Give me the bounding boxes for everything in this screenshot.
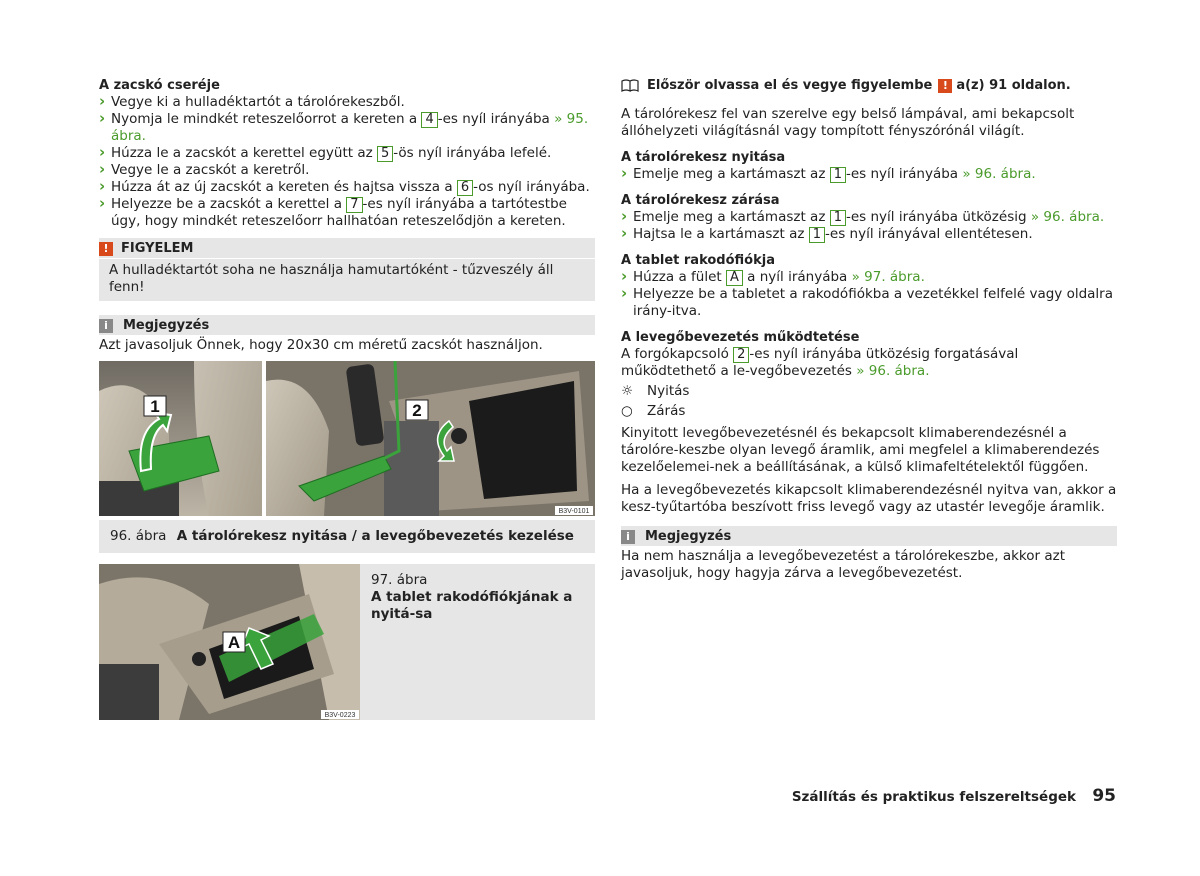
- close-symbol-row: [621, 403, 1117, 420]
- fig96-console: [99, 481, 179, 516]
- first-read-post: a(z) 91 oldalon.: [956, 78, 1071, 93]
- fig96-console-right: [384, 421, 439, 516]
- circle-icon: ○: [621, 403, 633, 419]
- right-note-title: Megjegyzés: [645, 529, 732, 544]
- warning-icon: !: [99, 242, 113, 256]
- bag-step-text: Húzza le a zacskót a kerettel együtt az: [111, 145, 377, 161]
- note-title: Megjegyzés: [123, 318, 210, 333]
- left-column: [99, 77, 595, 394]
- warning-text: A hulladéktartót soha ne használja hamutartóként - tűzveszély áll fenn!: [109, 262, 554, 295]
- bag-step: [99, 145, 595, 162]
- fig96-code: B3V-0101: [558, 508, 590, 515]
- right-note-header: [621, 526, 1117, 546]
- open-step-box: 1: [830, 167, 846, 183]
- bag-step-ref[interactable]: » 95. ábra.: [111, 111, 589, 144]
- close1-pre: Emelje meg a kartámaszt az: [633, 209, 830, 225]
- bag-step: [99, 162, 595, 179]
- close-step-2: [621, 226, 1117, 243]
- info-icon: i: [621, 530, 635, 544]
- bag-step-box: 6: [457, 180, 473, 196]
- warning-box: [99, 238, 595, 301]
- tablet1-box: A: [726, 270, 743, 286]
- figure-97-title: A tablet rakodófiókjának a nyitá-sa: [371, 589, 573, 622]
- note-header: [99, 315, 595, 335]
- first-read-pre: Először olvassa el és vegye figyelembe: [647, 78, 933, 93]
- bag-step: [99, 94, 595, 111]
- bag-step-box: 7: [346, 197, 362, 213]
- close-step-1: [621, 209, 1117, 226]
- fig96-air-knob: [451, 428, 467, 444]
- warning-icon-inline: !: [938, 79, 952, 93]
- bag-step-text: Húzza át az új zacskót a kereten és hajtsa vissza a: [111, 179, 457, 195]
- close1-post: -es nyíl irányába ütközésig: [846, 209, 1031, 225]
- warning-title: FIGYELEM: [121, 241, 194, 256]
- chapter-title: Szállítás és praktikus felszereltségek: [791, 789, 1076, 805]
- air-text: [621, 346, 1117, 380]
- bag-step-text: Nyomja le mindkét reteszelőorrot a kereten a: [111, 111, 422, 127]
- close-heading: A tárolórekesz zárása: [621, 193, 780, 208]
- fig97-code: B3V-0223: [324, 712, 356, 719]
- tablet1-ref[interactable]: » 97. ábra.: [851, 269, 925, 285]
- open-step-post: -es nyíl irányába: [846, 166, 963, 182]
- close1-ref[interactable]: » 96. ábra.: [1030, 209, 1105, 225]
- air-paragraph-2: Ha a levegőbevezetés kikapcsolt klimaberendezésnél nyitva van, akkor a kesz-tyűtartóba beszívott friss levegő vagy az utastér levegője áramlik.: [621, 482, 1117, 515]
- air-paragraph-1: Kinyitott levegőbevezetésnél és bekapcsolt klimaberendezésnél a tárolóre-keszbe olyan levegő áramlik, ami megfelel a klimaberendezés kezelőelemei-nek a beállításának, a külső klimafeltételektől függően.: [621, 425, 1100, 475]
- bag-step-text-post: -os nyíl irányába.: [473, 179, 590, 195]
- bag-step: [99, 179, 595, 196]
- open-step: [621, 166, 1117, 183]
- bag-step: [99, 111, 595, 145]
- air-heading: A levegőbevezetés működtetése: [621, 330, 860, 345]
- bag-step-box: 5: [377, 146, 393, 162]
- right-note-box: [621, 526, 1117, 582]
- open-symbol-label: Nyitás: [647, 383, 690, 399]
- fig96-storage-interior: [469, 381, 577, 499]
- figure-97: [99, 564, 595, 720]
- bag-step: [99, 196, 595, 230]
- bag-step-text-post: -ös nyíl irányába lefelé.: [393, 145, 552, 161]
- tablet-step-1: [621, 269, 1117, 286]
- figure-96: [99, 361, 595, 549]
- page-number: 95: [1092, 786, 1116, 806]
- tablet1-post: a nyíl irányába: [742, 269, 852, 285]
- figure-97-caption: [360, 564, 595, 720]
- bag-step-text-post: -es nyíl irányába a tartótestbe úgy, hogy mindkét reteszelőorr hallhatóan reteszelődjön a kereten.: [111, 196, 567, 229]
- fig96-divider: [262, 361, 266, 516]
- info-icon: i: [99, 319, 113, 333]
- figure-97-image: [99, 564, 360, 720]
- tablet-heading: A tablet rakodófiókja: [621, 253, 775, 268]
- open-step-pre: Emelje meg a kartámaszt az: [633, 166, 830, 182]
- bag-heading: A zacskó cseréje: [99, 78, 220, 93]
- figure-96-caption: [99, 520, 595, 553]
- close2-box: 1: [809, 227, 825, 243]
- close1-box: 1: [830, 210, 846, 226]
- bag-step-text: Vegye ki a hulladéktartót a tárolórekeszből.: [111, 94, 405, 110]
- fig96-badge-1: 1: [150, 397, 160, 416]
- close2-post: -es nyíl irányával ellentétesen.: [825, 226, 1033, 242]
- bag-step-text: Vegye le a zacskót a keretről.: [111, 162, 310, 178]
- bag-step-box: 4: [421, 112, 437, 128]
- open-heading: A tárolórekesz nyitása: [621, 150, 786, 165]
- figure-96-title: A tárolórekesz nyitása / a levegőbevezetés kezelése: [176, 528, 574, 544]
- sun-icon: ☼: [621, 383, 634, 399]
- air-ref[interactable]: » 96. ábra.: [856, 363, 930, 379]
- air-post: -es nyíl irányába ütközésig forgatásával működtethető a le-vegőbevezetés: [621, 346, 1019, 379]
- figure-96-image: [99, 361, 595, 516]
- right-column: [621, 77, 1117, 582]
- figure-96-number: 96. ábra: [110, 528, 167, 544]
- fig97-badge: A: [227, 633, 241, 652]
- tablet-step-2: › Helyezze be a tabletet a rakodófiókba a vezetékkel felfelé vagy oldalra irány-itva.: [621, 286, 1123, 320]
- close2-pre: Hajtsa le a kartámaszt az: [633, 226, 809, 242]
- first-read-line: [621, 77, 1117, 94]
- air-pre: A forgókapcsoló: [621, 346, 734, 362]
- fig97-air-knob: [192, 652, 206, 666]
- air-box: 2: [733, 347, 749, 363]
- tablet1-pre: Húzza a fület: [633, 269, 726, 285]
- bag-step-text-post: -es nyíl irányába: [437, 111, 555, 127]
- fig97-console: [99, 664, 159, 720]
- figure-97-number: 97. ábra: [371, 572, 428, 588]
- open-symbol-row: [621, 383, 1117, 400]
- right-note-text: Ha nem használja a levegőbevezetést a tárolórekeszbe, akkor azt javasoljuk, hogy hagyja zárva a levegőbevezetést.: [621, 548, 1065, 581]
- note-text: Azt javasoljuk Önnek, hogy 20x30 cm méretű zacskót használjon.: [99, 337, 543, 353]
- intro-text: A tárolórekesz fel van szerelve egy belső lámpával, ami bekapcsolt állóhelyzeti világításnál vagy tompított fényszórónál világít.: [621, 106, 1075, 139]
- open-step-ref[interactable]: » 96. ábra.: [962, 166, 1036, 182]
- close-symbol-label: Zárás: [647, 403, 686, 419]
- bag-step-text: Helyezze be a zacskót a kerettel a: [111, 196, 347, 212]
- warning-header: [99, 238, 595, 259]
- bag-steps-list: [99, 94, 595, 230]
- fig96-badge-2: 2: [412, 401, 422, 420]
- note-box: [99, 315, 595, 354]
- book-icon: [621, 79, 639, 92]
